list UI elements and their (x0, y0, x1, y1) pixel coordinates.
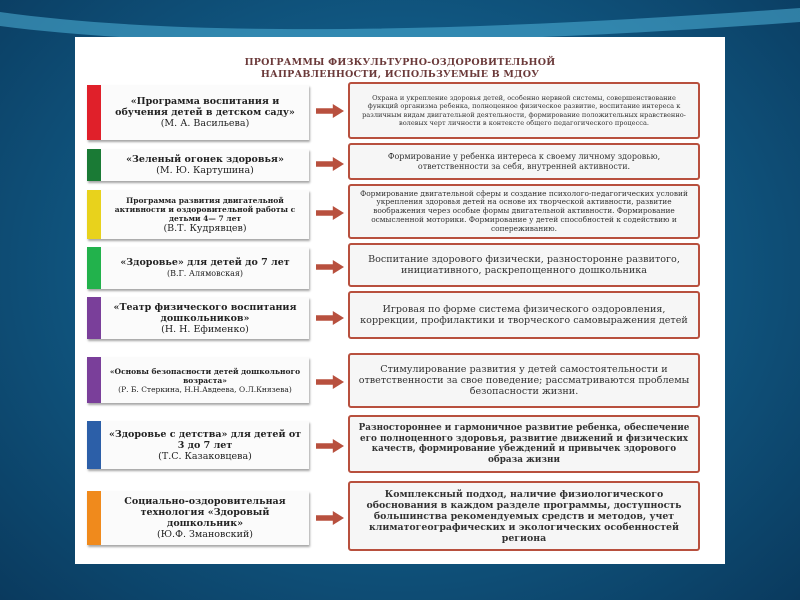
program-description: Охрана и укрепление здоровья детей, особенно нервной системы, совершенствование функций организма ребенка, полноценное физическое развитие, воспитание интереса к различным видам двигательной деятельности, формирование положительных нравственно-волевых черт личности в контексте общего педагогического процесса. (348, 82, 700, 139)
arrow-icon (316, 206, 344, 220)
program-box (87, 491, 309, 545)
program-author: (Р. Б. Стеркина, Н.Н.Авдеева, О.Л.Князева) (118, 384, 292, 394)
program-box (87, 149, 309, 181)
program-row (83, 184, 719, 239)
program-name: Социально-оздоровительная технология «Здоровый дошкольник» (124, 496, 286, 529)
program-description: Разностороннее и гармоничное развитие ребенка, обеспечение его полноценного здоровья, развитие движений и физических качеств, формирование убеждений и привычек здорового образа жизни (348, 415, 700, 473)
program-name: «Основы безопасности детей дошкольного возраста» (109, 366, 301, 385)
program-description: Формирование у ребенка интереса к своему личному здоровью, ответственности за себя, внутренней активности. (348, 143, 700, 180)
arrow-icon (316, 375, 344, 389)
program-name: «Здоровье с детства» для детей от 3 до 7 лет (108, 428, 302, 451)
program-name: «Театр физического воспитания дошкольников» (113, 301, 297, 324)
program-row (83, 481, 719, 551)
program-box (87, 247, 309, 289)
arrow-icon (316, 157, 344, 171)
program-row (83, 243, 719, 287)
program-author: (В.Т. Кудрявцев) (163, 222, 247, 234)
program-author: (Н. Н. Ефименко) (161, 323, 249, 335)
arrow-icon (316, 311, 344, 325)
arrow-icon (316, 511, 344, 525)
arrow-icon (316, 439, 344, 453)
program-author: (М. Ю. Картушина) (156, 165, 254, 176)
program-author: (Ю.Ф. Змановский) (157, 529, 253, 540)
program-description: Комплексный подход, наличие физиологического обоснования в каждом разделе программы, доступность большинства рекомендуемых средств и методов, учет климатогеографических и экологических особенностей региона (348, 481, 700, 551)
arrow-icon (316, 104, 344, 118)
program-author: (М. А. Васильева) (160, 118, 250, 129)
page-title (225, 57, 575, 81)
title-line-2: НАПРАВЛЕННОСТИ, ИСПОЛЬЗУЕМЫЕ В МДОУ (260, 69, 540, 80)
program-author: (В.Г. Алямовская) (166, 269, 244, 278)
program-row (83, 143, 719, 180)
program-box (87, 85, 309, 140)
program-row (83, 415, 719, 473)
program-row (83, 82, 719, 139)
program-author: (Т.С. Казаковцева) (158, 450, 252, 462)
program-name: «Зеленый огонек здоровья» (126, 154, 284, 165)
program-name: Программа развития двигательной активности и оздоровительной работы с детьми 4— 7 лет (114, 195, 296, 223)
program-box (87, 421, 309, 469)
program-box (87, 357, 309, 403)
title-line-1: ПРОГРАММЫ ФИЗКУЛЬТУРНО-ОЗДОРОВИТЕЛЬНОЙ (244, 57, 556, 68)
program-description: Воспитание здорового физически, разносторонне развитого, инициативного, раскрепощенного дошкольника (348, 243, 700, 287)
program-description: Стимулирование развития у детей самостоятельности и ответственности за свое поведение; рассматриваются проблемы безопасности жизни. (348, 353, 700, 408)
program-description: Игровая по форме система физического оздоровления, коррекции, профилактики и творческого самовыражения детей (348, 291, 700, 339)
program-name: «Здоровье» для детей до 7 лет (120, 257, 290, 268)
arrow-icon (316, 260, 344, 274)
program-box (87, 297, 309, 339)
program-row (83, 353, 719, 408)
program-row (83, 291, 719, 339)
program-name: «Программа воспитания и обучения детей в детском саду» (115, 96, 295, 118)
slide (75, 37, 725, 564)
program-description: Формирование двигательной сферы и создание психолого-педагогических условий укрепления здоровья детей на основе их творческой активности, развитие воображения через особые формы двигательной активности. Формирование осмысленной моторики. Формирование у детей способностей к содействию и сопереживанию. (348, 184, 700, 239)
program-box (87, 190, 309, 239)
